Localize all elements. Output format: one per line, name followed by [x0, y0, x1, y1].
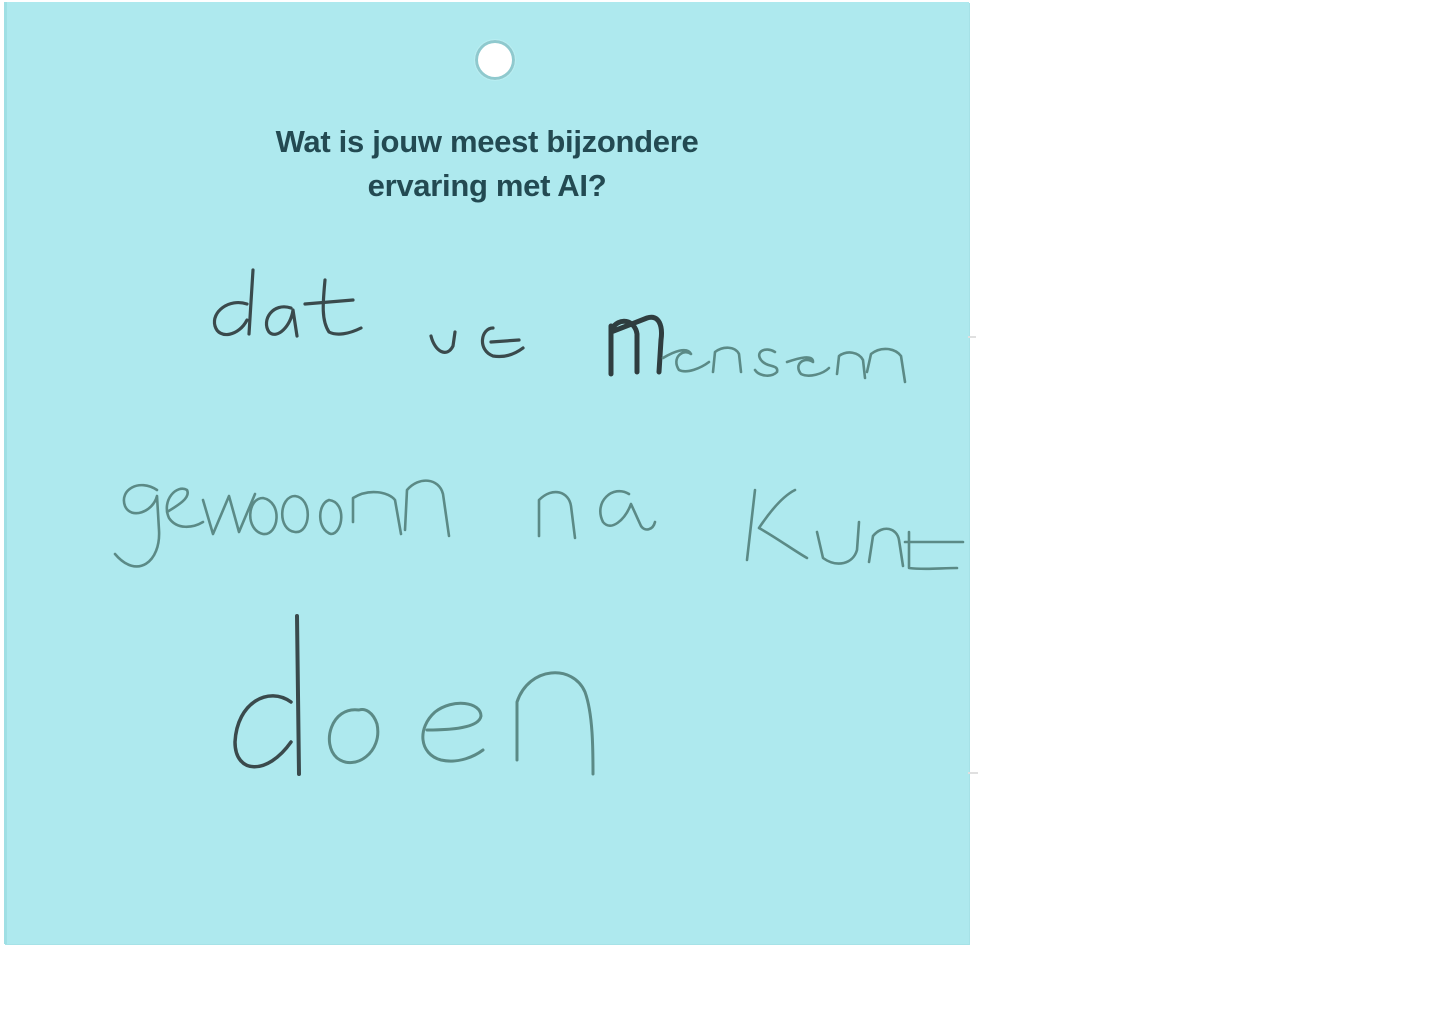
handwritten-answer	[7, 2, 969, 944]
question-card	[4, 2, 969, 944]
question-line-1: Wat is jouw meest bijzondere	[275, 124, 699, 159]
handwritten-line-1	[214, 270, 661, 374]
handwritten-line-3	[235, 616, 593, 774]
scan-artifact	[968, 772, 978, 774]
handwritten-line-2	[115, 481, 963, 569]
scan-artifact	[968, 336, 976, 338]
question-line-2: ervaring met AI?	[367, 168, 607, 203]
